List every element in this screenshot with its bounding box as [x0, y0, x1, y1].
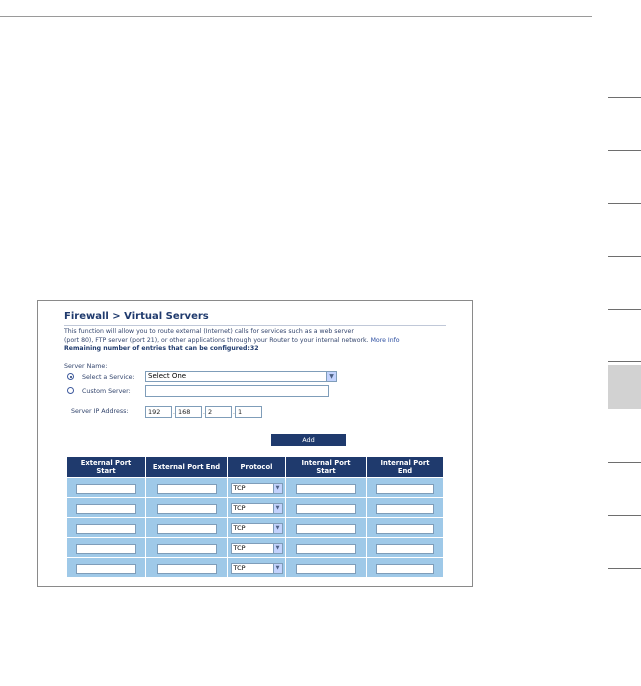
internal-port-start-input[interactable]: [296, 484, 356, 494]
side-divider: [608, 515, 641, 516]
side-section-tab-active: [608, 365, 641, 409]
page-top-rule: [0, 16, 592, 17]
protocol-value: TCP: [233, 524, 246, 532]
ip-dot: .: [203, 409, 205, 416]
protocol-select[interactable]: [231, 523, 283, 534]
table-row: [67, 478, 443, 497]
ip-dot: .: [173, 409, 175, 416]
internal-port-end-input[interactable]: [376, 564, 434, 574]
custom-server-input[interactable]: [145, 385, 329, 397]
add-button[interactable]: Add: [271, 434, 346, 446]
virtual-servers-panel: [37, 300, 473, 587]
remaining-entries-label: Remaining number of entries that can be configured:: [64, 345, 250, 352]
external-port-end-input[interactable]: [157, 564, 217, 574]
page-title: Firewall > Virtual Servers: [64, 311, 209, 322]
side-divider: [608, 203, 641, 204]
chevron-down-icon[interactable]: ▼: [273, 484, 282, 493]
protocol-select[interactable]: [231, 563, 283, 574]
external-port-end-input[interactable]: [157, 544, 217, 554]
protocol-value: TCP: [233, 504, 246, 512]
ip-dot: .: [233, 409, 235, 416]
server-ip-label: Server IP Address:: [71, 408, 129, 415]
side-divider: [608, 462, 641, 463]
internal-port-end-input[interactable]: [376, 504, 434, 514]
chevron-down-icon[interactable]: ▼: [273, 524, 282, 533]
side-divider: [608, 361, 641, 362]
description-line-1: This function will allow you to route external (Internet) calls for services such as a web server: [64, 328, 354, 335]
table-row: [67, 538, 443, 557]
virtual-servers-table: [66, 456, 444, 578]
description-line-2: (port 80), FTP server (port 21), or other applications through your Router to your internal network.: [64, 336, 369, 344]
external-port-end-input[interactable]: [157, 484, 217, 494]
external-port-start-input[interactable]: [76, 564, 136, 574]
description: [64, 328, 464, 354]
ip-octet-3-input[interactable]: 2: [205, 406, 232, 418]
select-service-label: Select a Service:: [82, 374, 135, 381]
server-name-label: Server Name:: [64, 363, 108, 370]
side-divider: [608, 568, 641, 569]
custom-server-radio[interactable]: [67, 387, 74, 394]
internal-port-start-input[interactable]: [296, 524, 356, 534]
internal-port-end-input[interactable]: [376, 484, 434, 494]
protocol-value: TCP: [233, 484, 246, 492]
side-divider: [608, 97, 641, 98]
side-divider: [608, 309, 641, 310]
ip-octet-1-input[interactable]: 192: [145, 406, 172, 418]
service-select-value: Select One: [148, 372, 187, 380]
table-row: [67, 558, 443, 577]
chevron-down-icon[interactable]: ▼: [273, 544, 282, 553]
protocol-value: TCP: [233, 544, 246, 552]
header-external-port-start: External Port Start: [67, 457, 145, 477]
internal-port-start-input[interactable]: [296, 504, 356, 514]
external-port-start-input[interactable]: [76, 484, 136, 494]
service-select[interactable]: [145, 371, 337, 382]
custom-server-label: Custom Server:: [82, 388, 131, 395]
internal-port-end-input[interactable]: [376, 524, 434, 534]
internal-port-start-input[interactable]: [296, 544, 356, 554]
internal-port-start-input[interactable]: [296, 564, 356, 574]
header-internal-port-end: Internal Port End: [367, 457, 443, 477]
external-port-end-input[interactable]: [157, 504, 217, 514]
header-internal-port-start: Internal Port Start: [286, 457, 366, 477]
chevron-down-icon[interactable]: ▼: [273, 564, 282, 573]
header-external-port-end: External Port End: [146, 457, 227, 477]
side-divider: [608, 150, 641, 151]
protocol-select[interactable]: [231, 503, 283, 514]
chevron-down-icon[interactable]: ▼: [273, 504, 282, 513]
table-row: [67, 518, 443, 537]
external-port-end-input[interactable]: [157, 524, 217, 534]
protocol-select[interactable]: [231, 483, 283, 494]
select-service-radio[interactable]: [67, 373, 74, 380]
internal-port-end-input[interactable]: [376, 544, 434, 554]
header-protocol: Protocol: [228, 457, 285, 477]
external-port-start-input[interactable]: [76, 544, 136, 554]
external-port-start-input[interactable]: [76, 524, 136, 534]
ip-octet-2-input[interactable]: 168: [175, 406, 202, 418]
table-header-row: [67, 457, 443, 477]
side-divider: [608, 256, 641, 257]
protocol-select[interactable]: [231, 543, 283, 554]
table-row: [67, 498, 443, 517]
chevron-down-icon[interactable]: ▼: [326, 372, 336, 381]
external-port-start-input[interactable]: [76, 504, 136, 514]
protocol-value: TCP: [233, 564, 246, 572]
title-divider: [64, 325, 446, 326]
more-info-link[interactable]: More Info: [370, 336, 400, 344]
remaining-entries-value: 32: [249, 345, 259, 352]
ip-octet-4-input[interactable]: 1: [235, 406, 262, 418]
